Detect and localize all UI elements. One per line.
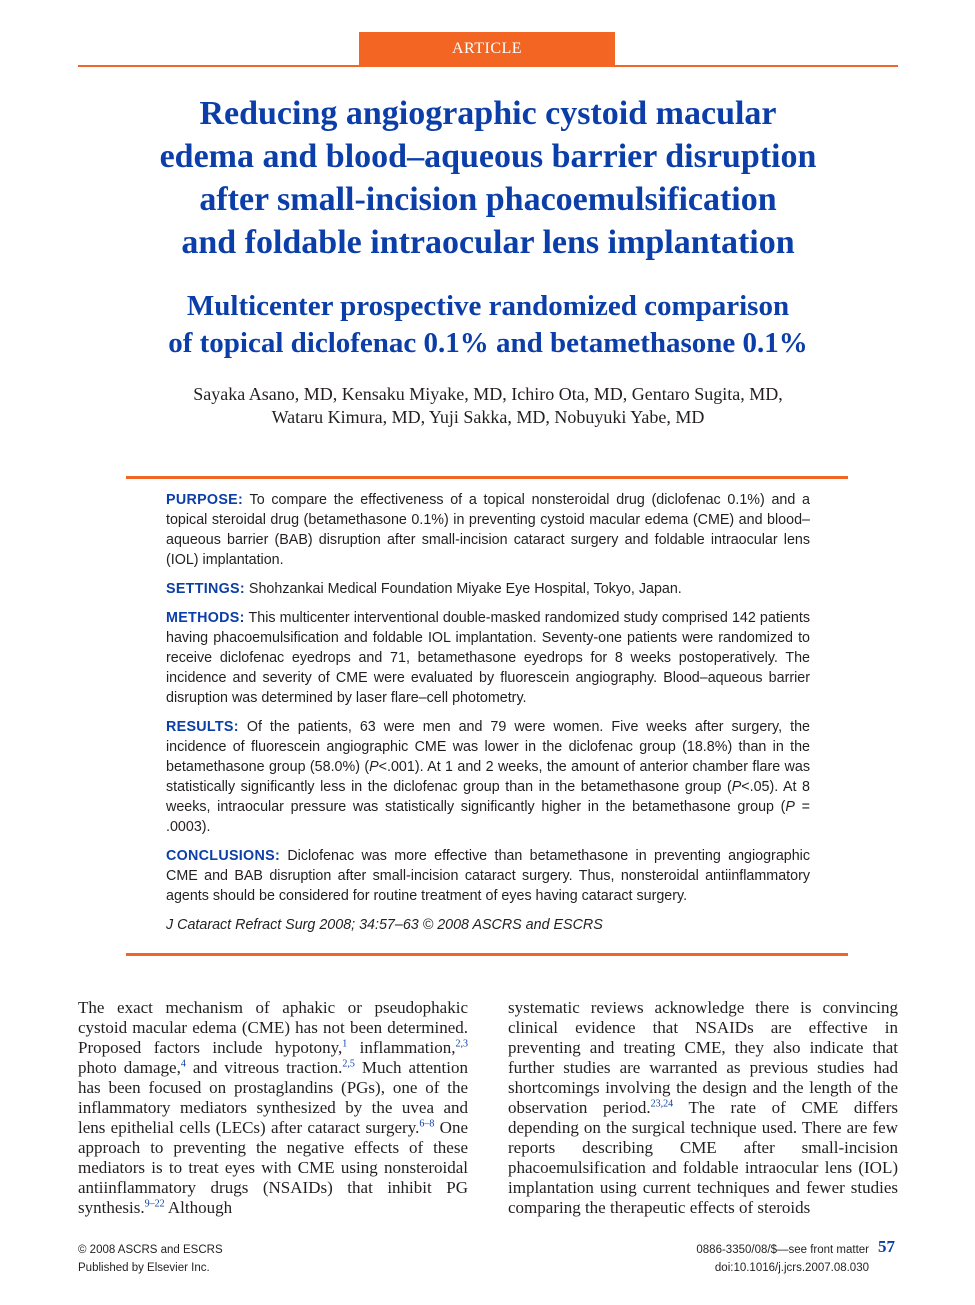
body-paragraph <box>78 998 468 1218</box>
article-subtitle <box>78 288 898 362</box>
page-number: 57 <box>878 1237 895 1256</box>
settings-text: Shohzankai Medical Foundation Miyake Eye Hospital, Tokyo, Japan. <box>244 581 682 597</box>
body-text: systematic reviews acknowledge there is convincing clinical evidence that NSAIDs are effective in preventing and treating CME, they also indicate that further studies are warranted as previous studies had shortcomings involving the design and the length of the observation period. <box>508 998 898 1117</box>
results-text: <.001). At 1 and 2 weeks, the amount of anterior chamber flare was statistically significantly less in the diclofenac group than in the betamethasone group ( <box>166 759 810 795</box>
article-type-badge: ARTICLE <box>359 32 615 66</box>
body-column-left <box>78 998 468 1218</box>
title-line: and foldable intraocular lens implantation <box>181 224 795 261</box>
body-text: The rate of CME differs depending on the surgical technique used. There are few reports describing CME after small-incision phacoemulsification and foldable intraocular lens (IOL) implantation using current techniques and fewer studies comparing the therapeutic effects of steroids <box>508 1098 898 1217</box>
abstract-top-rule <box>126 476 848 479</box>
footer-copyright: © 2008 ASCRS and ESCRS <box>78 1244 223 1256</box>
footer-issn: 0886-3350/08/$—see front matter <box>696 1244 869 1256</box>
authors-line: Wataru Kimura, MD, Yuji Sakka, MD, Nobuyuki Yabe, MD <box>271 407 705 427</box>
subtitle-line: Multicenter prospective randomized comparison <box>186 290 790 322</box>
abstract-purpose <box>166 490 810 570</box>
settings-label: SETTINGS: <box>166 581 245 597</box>
body-text: inflammation, <box>347 1038 456 1057</box>
results-label: RESULTS: <box>166 719 239 735</box>
reference-link[interactable]: 9–22 <box>144 1198 165 1210</box>
results-text: = .0003). <box>166 799 810 835</box>
reference-link[interactable]: 6–8 <box>419 1118 435 1130</box>
methods-label: METHODS: <box>166 610 245 626</box>
title-line: after small-incision phacoemulsification <box>199 181 777 218</box>
abstract-results <box>166 717 810 837</box>
conclusions-text: Diclofenac was more effective than betamethasone in preventing angiographic CME and BAB disruption after small-incision cataract surgery. Thus, nonsteroidal antiinflammatory agents should be considered for routine treatment of eyes having cataract surgery. <box>166 848 810 904</box>
body-text: photo damage, <box>78 1058 181 1077</box>
reference-link[interactable]: 23,24 <box>650 1098 674 1110</box>
purpose-label: PURPOSE: <box>166 492 244 508</box>
results-text: <.05). At 8 weeks, intraocular pressure was statistically significantly higher in the betamethasone group ( <box>166 779 810 815</box>
p-value-symbol: P <box>731 779 742 795</box>
body-text: Much attention has been focused on prostaglandins (PGs), one of the inflammatory mediators synthesized by the uvea and lens epithelial cells (LECs) after cataract surgery. <box>78 1058 468 1137</box>
header-rule <box>78 65 898 67</box>
title-line: edema and blood–aqueous barrier disruption <box>159 138 817 175</box>
journal-citation: J Cataract Refract Surg 2008; 34:57–63 © 2008 ASCRS and ESCRS <box>166 917 603 933</box>
subtitle-line: of topical diclofenac 0.1% and betamethasone 0.1% <box>168 327 808 359</box>
reference-link[interactable]: 2,3 <box>455 1038 469 1050</box>
title-line: Reducing angiographic cystoid macular <box>199 95 777 132</box>
results-text: Of the patients, 63 were men and 79 were women. Five weeks after surgery, the incidence of fluorescein angiographic CME was lower in the diclofenac group (18.8%) than in the betamethasone group (58.0%) ( <box>166 719 810 775</box>
footer-right <box>696 1241 869 1277</box>
body-column-right <box>508 998 898 1218</box>
abstract-settings <box>166 579 810 599</box>
footer-doi[interactable]: doi:10.1016/j.jcrs.2007.08.030 <box>714 1262 869 1274</box>
reference-link[interactable]: 1 <box>342 1038 348 1050</box>
footer-left <box>78 1241 223 1277</box>
conclusions-label: CONCLUSIONS: <box>166 848 281 864</box>
body-text: The exact mechanism of aphakic or pseudophakic cystoid macular edema (CME) has not been determined. Proposed factors include hypotony, <box>78 998 468 1057</box>
abstract-methods <box>166 608 810 708</box>
p-value-symbol: P <box>785 799 795 815</box>
abstract-bottom-rule <box>126 953 848 956</box>
abstract-conclusions <box>166 846 810 906</box>
body-text: Although <box>164 1198 233 1217</box>
body-paragraph <box>508 998 898 1218</box>
abstract <box>166 490 810 944</box>
article-title <box>78 92 898 264</box>
purpose-text: To compare the effectiveness of a topical nonsteroidal drug (diclofenac 0.1%) and a topical steroidal drug (betamethasone 0.1%) in preventing cystoid macular edema (CME) and blood–aqueous barrier (BAB) disruption after small-incision cataract surgery and foldable intraocular lens (IOL) implantation. <box>166 492 810 568</box>
p-value-symbol: P <box>369 759 379 775</box>
footer-publisher: Published by Elsevier Inc. <box>78 1262 210 1274</box>
reference-link[interactable]: 2,5 <box>342 1058 355 1070</box>
methods-text: This multicenter interventional double-masked randomized study comprised 142 patients having phacoemulsification and foldable IOL implantation. Seventy-one patients were randomized to receive diclofenac eyedrops and 71, betamethasone eyedrops for 8 weeks postoperatively. The incidence and severity of CME were evaluated by fluorescein angiography. Blood–aqueous barrier disruption was determined by laser flare–cell photometry. <box>166 610 810 706</box>
body-text: One approach to preventing the negative effects of these mediators is to treat eyes with CME using nonsteroidal antiinflammatory drugs (NSAIDs) that inhibit PG synthesis. <box>78 1118 468 1217</box>
reference-link[interactable]: 4 <box>180 1058 186 1070</box>
body-text: and vitreous traction. <box>185 1058 343 1077</box>
author-list <box>78 383 898 429</box>
authors-line: Sayaka Asano, MD, Kensaku Miyake, MD, Ichiro Ota, MD, Gentaro Sugita, MD, <box>193 384 783 404</box>
